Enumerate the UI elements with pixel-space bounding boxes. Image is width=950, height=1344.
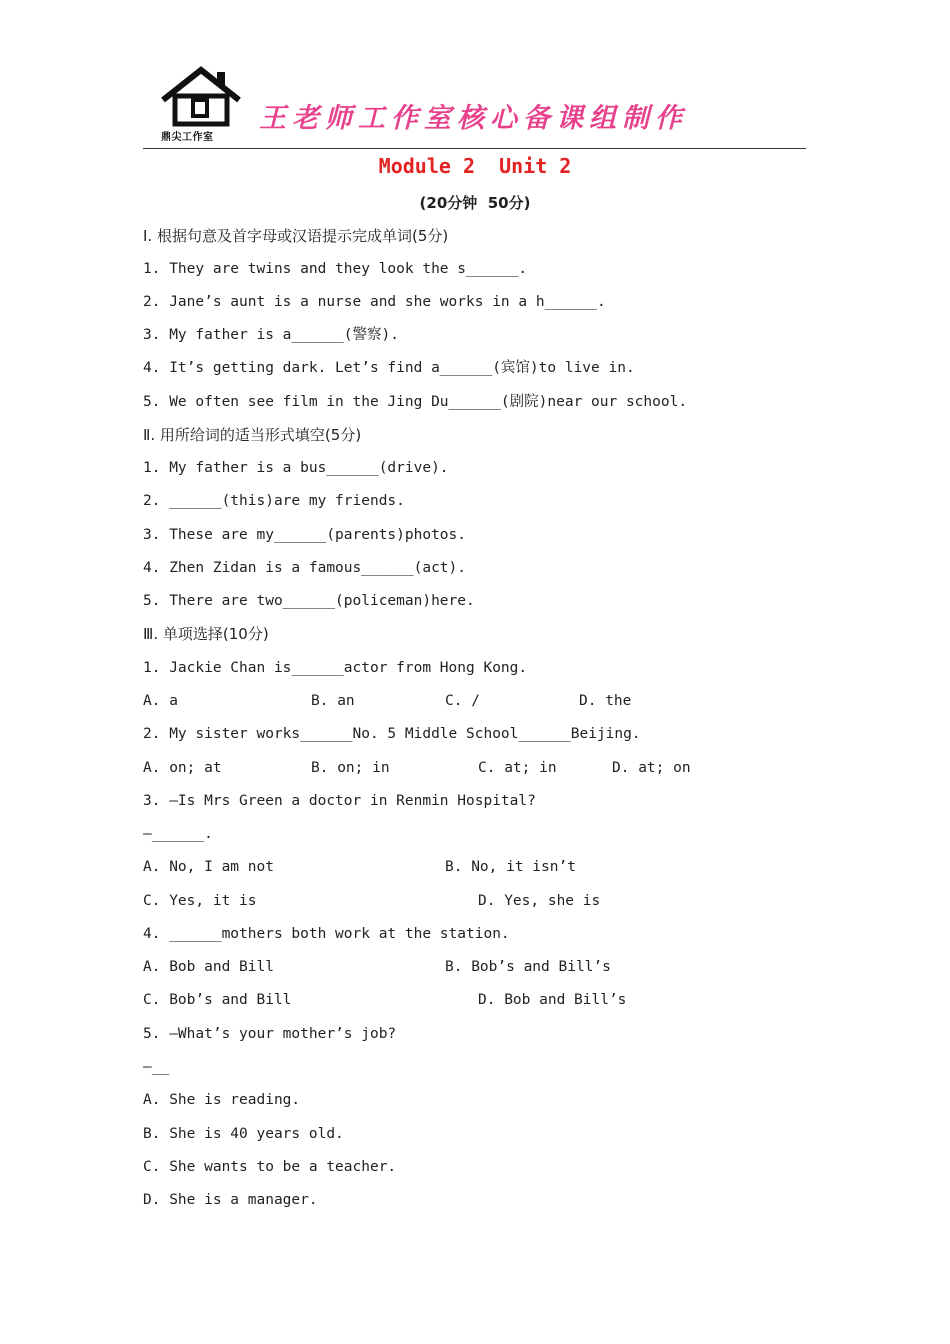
q1-option-c: C. /	[445, 693, 480, 709]
q5-option-b: B. She is 40 years old.	[143, 1126, 344, 1142]
q5-option-d: D. She is a manager.	[143, 1192, 318, 1208]
q1-option-a: A. a	[143, 693, 178, 709]
q3-answer-blank: —______.	[143, 826, 213, 842]
section-2-heading: Ⅱ. 用所给词的适当形式填空(5分)	[143, 426, 362, 444]
s1-item-1: 1. They are twins and they look the s______.	[143, 261, 528, 277]
q1-stem: 1. Jackie Chan is______actor from Hong Kong.	[143, 660, 528, 676]
logo-caption: 鼎尖工作室	[161, 132, 214, 143]
time-score-subtitle: (20分钟 50分)	[419, 194, 531, 212]
studio-banner-text: 王老师工作室核心备课组制作	[259, 103, 688, 134]
s1-item-4: 4. It’s getting dark. Let’s find a______(宾馆)to live in.	[143, 360, 635, 376]
q4-option-c: C. Bob’s and Bill	[143, 992, 292, 1008]
s2-item-4: 4. Zhen Zidan is a famous______(act).	[143, 560, 467, 576]
section-3-heading: Ⅲ. 单项选择(10分)	[143, 625, 269, 643]
q4-option-b: B. Bob’s and Bill’s	[445, 959, 611, 975]
q4-option-d: D. Bob and Bill’s	[478, 992, 627, 1008]
q5-answer-blank: —__	[143, 1059, 170, 1075]
q4-stem: 4. ______mothers both work at the station.	[143, 926, 510, 942]
q5-option-c: C. She wants to be a teacher.	[143, 1159, 397, 1175]
q1-option-b: B. an	[311, 693, 355, 709]
q2-option-d: D. at; on	[612, 760, 691, 776]
q3-option-d: D. Yes, she is	[478, 893, 601, 909]
q3-option-b: B. No, it isn’t	[445, 859, 576, 875]
q4-option-a: A. Bob and Bill	[143, 959, 274, 975]
q5-stem: 5. —What’s your mother’s job?	[143, 1026, 397, 1042]
section-1-heading: Ⅰ. 根据句意及首字母或汉语提示完成单词(5分)	[143, 227, 449, 245]
q5-option-a: A. She is reading.	[143, 1092, 301, 1108]
s1-item-2: 2. Jane’s aunt is a nurse and she works in a h______.	[143, 294, 606, 310]
q3-option-a: A. No, I am not	[143, 859, 274, 875]
q2-option-a: A. on; at	[143, 760, 222, 776]
s2-item-3: 3. These are my______(parents)photos.	[143, 527, 467, 543]
s1-item-5: 5. We often see film in the Jing Du______(剧院)near our school.	[143, 394, 688, 410]
q2-option-c: C. at; in	[478, 760, 557, 776]
q2-stem: 2. My sister works______No. 5 Middle School______Beijing.	[143, 726, 641, 742]
s1-item-3: 3. My father is a______(警察).	[143, 327, 399, 343]
s2-item-1: 1. My father is a bus______(drive).	[143, 460, 449, 476]
s2-item-5: 5. There are two______(policeman)here.	[143, 593, 475, 609]
page-title: Module 2 Unit 2	[378, 154, 572, 178]
q3-option-c: C. Yes, it is	[143, 893, 257, 909]
header-banner	[143, 66, 806, 149]
s2-item-2: 2. ______(this)are my friends.	[143, 493, 405, 509]
q2-option-b: B. on; in	[311, 760, 390, 776]
q3-stem: 3. —Is Mrs Green a doctor in Renmin Hospital?	[143, 793, 536, 809]
q1-option-d: D. the	[579, 693, 632, 709]
